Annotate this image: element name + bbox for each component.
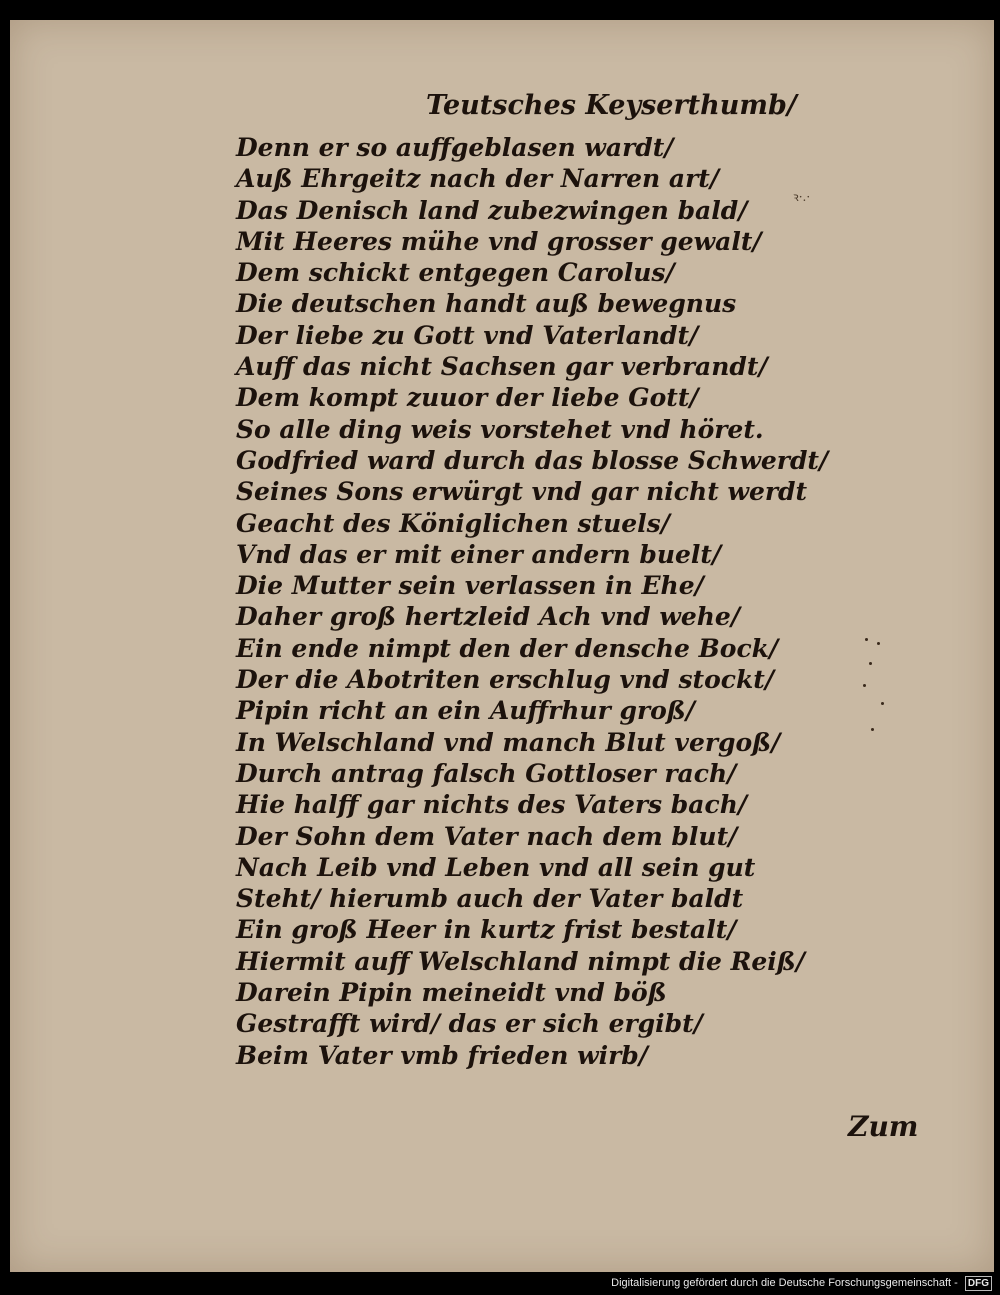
verse-line: Pipin richt an ein Auffrhur groß/ xyxy=(236,696,695,726)
verse-line: In Welschland vnd manch Blut vergoß/ xyxy=(236,727,781,757)
verse-line: Ein ende nimpt den der densche Bock/ xyxy=(236,633,779,663)
verse-line: Ein groß Heer in kurtz frist bestalt/ xyxy=(236,915,737,945)
verse-line: Geacht des Königlichen stuels/ xyxy=(236,508,670,538)
verse-line: Steht/ hierumb auch der Vater baldt xyxy=(236,884,744,914)
verse-line: Mit Heeres mühe vnd grosser gewalt/ xyxy=(236,226,762,256)
catchword: Zum xyxy=(848,1110,919,1143)
verse-line: Denn er so auffgeblasen wardt/ xyxy=(236,133,674,162)
verse-line: Vnd das er mit einer andern buelt/ xyxy=(236,539,722,569)
footer-text: Digitalisierung gefördert durch die Deutsche Forschungsgemeinschaft - xyxy=(611,1277,958,1289)
verse-line: Auff das nicht Sachsen gar verbrandt/ xyxy=(236,352,768,382)
verse-line: Beim Vater vmb frieden wirb/ xyxy=(236,1040,648,1070)
verse-line: Dem kompt zuuor der liebe Gott/ xyxy=(236,383,699,413)
book-page xyxy=(10,20,994,1272)
verse-line: Nach Leib vnd Leben vnd all sein gut xyxy=(236,852,756,882)
verse-line: Daher groß hertzleid Ach vnd wehe/ xyxy=(236,602,740,632)
verse-line: Hiermit auff Welschland nimpt die Reiß/ xyxy=(236,946,805,976)
verse-line: Das Denisch land zubezwingen bald/ xyxy=(236,195,748,225)
verse-line: Dem schickt entgegen Carolus/ xyxy=(236,258,675,288)
verse-line: Die Mutter sein verlassen in Ehe/ xyxy=(236,571,704,601)
verse-line: Godfried ward durch das blosse Schwerdt/ xyxy=(236,445,829,475)
verse-line: Auß Ehrgeitz nach der Narren art/ xyxy=(236,164,719,194)
verse-block xyxy=(236,132,829,1071)
verse-line: Der liebe zu Gott vnd Vaterlandt/ xyxy=(236,320,699,350)
verse-line: Hie halff gar nichts des Vaters bach/ xyxy=(236,790,748,820)
margin-marks xyxy=(859,632,899,752)
verse-line: Der die Abotriten erschlug vnd stockt/ xyxy=(236,665,774,695)
verse-line: Gestrafft wird/ das er sich ergibt/ xyxy=(236,1009,703,1039)
verse-line: So alle ding weis vorstehet vnd höret. xyxy=(236,414,764,444)
verse-line: Der Sohn dem Vater nach dem blut/ xyxy=(236,821,738,851)
dfg-logo: DFG xyxy=(965,1276,992,1291)
footer-credit xyxy=(611,1272,992,1295)
margin-mark: ꝛ·.· xyxy=(793,190,811,204)
verse-line: Durch antrag falsch Gottloser rach/ xyxy=(236,758,737,788)
verse-line: Seines Sons erwürgt vnd gar nicht werdt xyxy=(236,477,808,507)
running-header: Teutsches Keyserthumb/ xyxy=(426,90,797,121)
verse-line: Die deutschen handt auß bewegnus xyxy=(236,289,737,319)
verse-line: Darein Pipin meineidt vnd böß xyxy=(236,978,667,1008)
